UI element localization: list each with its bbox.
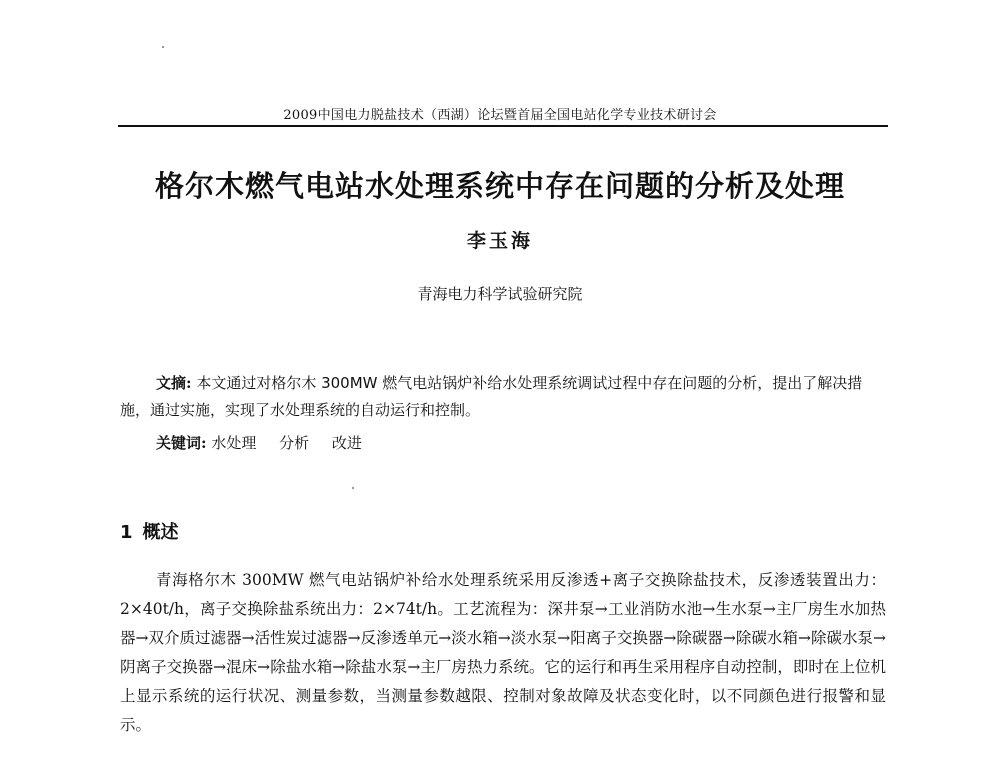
author-name: 李玉海	[466, 230, 533, 252]
section-title: 概述	[142, 522, 179, 543]
body-paragraph: 青海格尔木 300MW 燃气电站锅炉补给水处理系统采用反渗透+离子交换除盐技术，反渗透装置出力：2×40t/h，离子交换除盐系统出力：2×74t/h。工艺流程为：深井泵→工业消防水池→生水泵→主厂房生水加热器→双介质过滤器→活性炭过滤器→反渗透单元→淡水箱→淡水泵→阳离子交换器→除碳器→除碳水箱→除碳水泵→阴离子交换器→混床→除盐水箱→除盐水泵→主厂房热力系统。它的运行和再生采用程序自动控制，即时在上位机上显示系统的运行状况、测量参数，当测量参数越限、控制对象故障及状态变化时，以不同颜色进行报警和显示。	[120, 571, 886, 734]
keyword: 改进	[331, 434, 362, 452]
keyword: 分析	[279, 434, 310, 452]
scan-speck	[162, 46, 164, 48]
keywords-label: 关键词:	[156, 434, 207, 452]
abstract	[120, 370, 886, 424]
section-heading	[120, 518, 179, 544]
paper-title: 格尔木燃气电站水处理系统中存在问题的分析及处理	[154, 169, 845, 203]
abstract-label: 文摘:	[156, 374, 192, 392]
keyword: 水处理	[211, 434, 257, 452]
abstract-text: 本文通过对格尔木 300MW 燃气电站锅炉补给水处理系统调试过程中存在问题的分析，提出了解决措施，通过实施，实现了水处理系统的自动运行和控制。	[120, 374, 863, 419]
running-header: 2009中国电力脱盐技术（西湖）论坛暨首届全国电站化学专业技术研讨会	[283, 108, 717, 123]
header-rule	[118, 125, 888, 127]
scan-speck	[352, 487, 354, 489]
author-affiliation: 青海电力科学试验研究院	[417, 285, 583, 303]
section-number: 1	[120, 522, 133, 543]
keywords	[156, 430, 886, 457]
